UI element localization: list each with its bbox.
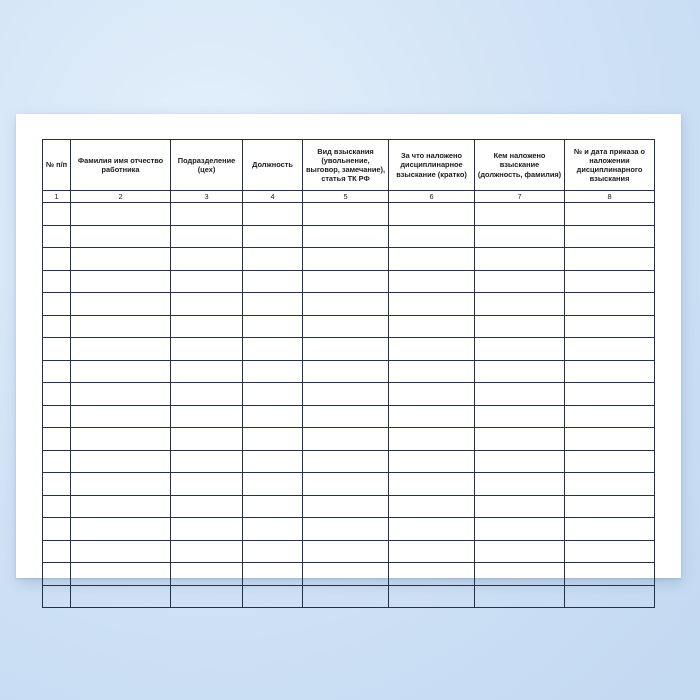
- header-row: [43, 140, 655, 191]
- table-cell-empty[interactable]: [303, 293, 389, 316]
- table-cell-empty[interactable]: [565, 563, 655, 586]
- table-cell-empty[interactable]: [171, 563, 243, 586]
- table-cell-empty[interactable]: [71, 495, 171, 518]
- table-cell-empty[interactable]: [171, 248, 243, 271]
- table-cell-empty[interactable]: [71, 293, 171, 316]
- table-cell-empty[interactable]: [303, 203, 389, 226]
- column-number-8: 8: [565, 191, 655, 203]
- table-cell-empty[interactable]: [565, 585, 655, 608]
- table-cell-empty[interactable]: [475, 428, 565, 451]
- header-cell-position: Должность: [243, 140, 303, 191]
- table-row[interactable]: [43, 518, 655, 541]
- table-cell-empty[interactable]: [171, 495, 243, 518]
- table-cell-empty[interactable]: [43, 315, 71, 338]
- table-cell-empty[interactable]: [389, 293, 475, 316]
- column-number-4: 4: [243, 191, 303, 203]
- table-row[interactable]: [43, 315, 655, 338]
- table-cell-empty[interactable]: [565, 270, 655, 293]
- table-cell-empty[interactable]: [303, 248, 389, 271]
- table-cell-empty[interactable]: [71, 360, 171, 383]
- table-cell-empty[interactable]: [565, 360, 655, 383]
- table-cell-empty[interactable]: [389, 495, 475, 518]
- table-cell-empty[interactable]: [71, 315, 171, 338]
- column-number-row: [43, 191, 655, 203]
- table-cell-empty[interactable]: [303, 338, 389, 361]
- table-cell-empty[interactable]: [475, 383, 565, 406]
- table-cell-empty[interactable]: [43, 518, 71, 541]
- table-row[interactable]: [43, 383, 655, 406]
- table-cell-empty[interactable]: [71, 248, 171, 271]
- column-number-3: 3: [171, 191, 243, 203]
- table-cell-empty[interactable]: [475, 518, 565, 541]
- table-row[interactable]: [43, 338, 655, 361]
- table-cell-empty[interactable]: [243, 450, 303, 473]
- table-cell-empty[interactable]: [243, 270, 303, 293]
- table-cell-empty[interactable]: [303, 428, 389, 451]
- table-cell-empty[interactable]: [565, 248, 655, 271]
- table-head: [43, 140, 655, 203]
- table-body: [43, 203, 655, 608]
- column-number-6: 6: [389, 191, 475, 203]
- table-cell-empty[interactable]: [71, 225, 171, 248]
- table-cell-empty[interactable]: [303, 450, 389, 473]
- table-cell-empty[interactable]: [171, 270, 243, 293]
- table-cell-empty[interactable]: [389, 518, 475, 541]
- table-cell-empty[interactable]: [171, 225, 243, 248]
- table-cell-empty[interactable]: [303, 473, 389, 496]
- table-cell-empty[interactable]: [243, 518, 303, 541]
- table-cell-empty[interactable]: [171, 293, 243, 316]
- table-row[interactable]: [43, 405, 655, 428]
- header-cell-department: Подразделение (цех): [171, 140, 243, 191]
- table-cell-empty[interactable]: [389, 270, 475, 293]
- column-number-5: 5: [303, 191, 389, 203]
- table-cell-empty[interactable]: [475, 338, 565, 361]
- table-cell-empty[interactable]: [243, 540, 303, 563]
- column-number-7: 7: [475, 191, 565, 203]
- table-cell-empty[interactable]: [243, 203, 303, 226]
- table-cell-empty[interactable]: [303, 383, 389, 406]
- table-cell-empty[interactable]: [171, 383, 243, 406]
- table-cell-empty[interactable]: [71, 518, 171, 541]
- table-cell-empty[interactable]: [565, 203, 655, 226]
- table-cell-empty[interactable]: [243, 473, 303, 496]
- table-cell-empty[interactable]: [243, 383, 303, 406]
- table-cell-empty[interactable]: [565, 450, 655, 473]
- table-cell-empty[interactable]: [243, 495, 303, 518]
- table-cell-empty[interactable]: [565, 473, 655, 496]
- table-cell-empty[interactable]: [389, 405, 475, 428]
- table-cell-empty[interactable]: [71, 270, 171, 293]
- table-cell-empty[interactable]: [475, 360, 565, 383]
- table-cell-empty[interactable]: [303, 270, 389, 293]
- table-cell-empty[interactable]: [475, 405, 565, 428]
- table-cell-empty[interactable]: [171, 473, 243, 496]
- table-cell-empty[interactable]: [243, 360, 303, 383]
- table-cell-empty[interactable]: [389, 360, 475, 383]
- table-cell-empty[interactable]: [71, 428, 171, 451]
- table-cell-empty[interactable]: [71, 338, 171, 361]
- table-cell-empty[interactable]: [243, 315, 303, 338]
- table-cell-empty[interactable]: [475, 540, 565, 563]
- table-cell-empty[interactable]: [475, 585, 565, 608]
- table-cell-empty[interactable]: [43, 495, 71, 518]
- table-cell-empty[interactable]: [71, 585, 171, 608]
- table-row[interactable]: [43, 563, 655, 586]
- table-cell-empty[interactable]: [243, 563, 303, 586]
- table-cell-empty[interactable]: [43, 563, 71, 586]
- table-cell-empty[interactable]: [171, 540, 243, 563]
- table-cell-empty[interactable]: [475, 473, 565, 496]
- table-cell-empty[interactable]: [565, 338, 655, 361]
- table-cell-empty[interactable]: [389, 248, 475, 271]
- table-cell-empty[interactable]: [43, 585, 71, 608]
- table-cell-empty[interactable]: [303, 405, 389, 428]
- table-row[interactable]: [43, 203, 655, 226]
- table-cell-empty[interactable]: [389, 315, 475, 338]
- register-table-container: [42, 139, 654, 608]
- table-cell-empty[interactable]: [43, 225, 71, 248]
- header-cell-issued-by: Кем наложено взыскание (должность, фамилия): [475, 140, 565, 191]
- table-cell-empty[interactable]: [171, 428, 243, 451]
- header-cell-number: № п/п: [43, 140, 71, 191]
- table-cell-empty[interactable]: [43, 540, 71, 563]
- table-cell-empty[interactable]: [243, 248, 303, 271]
- table-cell-empty[interactable]: [565, 293, 655, 316]
- table-cell-empty[interactable]: [43, 428, 71, 451]
- header-cell-penalty-type: Вид взыскания (увольнение, выговор, замечание), статья ТК РФ: [303, 140, 389, 191]
- table-cell-empty[interactable]: [71, 203, 171, 226]
- table-cell-empty[interactable]: [303, 563, 389, 586]
- table-cell-empty[interactable]: [303, 495, 389, 518]
- table-cell-empty[interactable]: [565, 518, 655, 541]
- table-cell-empty[interactable]: [43, 203, 71, 226]
- table-cell-empty[interactable]: [475, 450, 565, 473]
- table-cell-empty[interactable]: [565, 383, 655, 406]
- table-row[interactable]: [43, 585, 655, 608]
- table-row[interactable]: [43, 450, 655, 473]
- table-cell-empty[interactable]: [303, 315, 389, 338]
- table-cell-empty[interactable]: [389, 563, 475, 586]
- disciplinary-register-table: [42, 139, 655, 608]
- table-cell-empty[interactable]: [389, 338, 475, 361]
- table-cell-empty[interactable]: [43, 293, 71, 316]
- table-row[interactable]: [43, 473, 655, 496]
- table-cell-empty[interactable]: [43, 338, 71, 361]
- table-cell-empty[interactable]: [171, 338, 243, 361]
- table-cell-empty[interactable]: [71, 473, 171, 496]
- table-cell-empty[interactable]: [43, 450, 71, 473]
- table-row[interactable]: [43, 225, 655, 248]
- table-cell-empty[interactable]: [303, 540, 389, 563]
- table-cell-empty[interactable]: [171, 450, 243, 473]
- table-cell-empty[interactable]: [43, 405, 71, 428]
- table-row[interactable]: [43, 428, 655, 451]
- table-cell-empty[interactable]: [565, 495, 655, 518]
- table-cell-empty[interactable]: [475, 270, 565, 293]
- table-cell-empty[interactable]: [475, 248, 565, 271]
- table-cell-empty[interactable]: [43, 473, 71, 496]
- table-cell-empty[interactable]: [389, 450, 475, 473]
- table-cell-empty[interactable]: [389, 585, 475, 608]
- table-cell-empty[interactable]: [303, 225, 389, 248]
- table-cell-empty[interactable]: [243, 338, 303, 361]
- header-cell-fullname: Фамилия имя отчество работника: [71, 140, 171, 191]
- table-cell-empty[interactable]: [565, 428, 655, 451]
- table-row[interactable]: [43, 293, 655, 316]
- table-cell-empty[interactable]: [243, 225, 303, 248]
- table-cell-empty[interactable]: [171, 405, 243, 428]
- column-number-1: 1: [43, 191, 71, 203]
- table-cell-empty[interactable]: [43, 270, 71, 293]
- table-cell-empty[interactable]: [565, 315, 655, 338]
- column-number-2: 2: [71, 191, 171, 203]
- header-cell-order-number-date: № и дата приказа о наложении дисциплинарного взыскания: [565, 140, 655, 191]
- table-cell-empty[interactable]: [171, 203, 243, 226]
- table-row[interactable]: [43, 360, 655, 383]
- table-cell-empty[interactable]: [243, 405, 303, 428]
- table-row[interactable]: [43, 540, 655, 563]
- table-cell-empty[interactable]: [171, 360, 243, 383]
- table-cell-empty[interactable]: [303, 518, 389, 541]
- table-row[interactable]: [43, 270, 655, 293]
- table-cell-empty[interactable]: [43, 360, 71, 383]
- table-cell-empty[interactable]: [71, 540, 171, 563]
- table-cell-empty[interactable]: [303, 360, 389, 383]
- paper-sheet: [16, 114, 681, 578]
- table-cell-empty[interactable]: [303, 585, 389, 608]
- table-cell-empty[interactable]: [475, 293, 565, 316]
- table-cell-empty[interactable]: [243, 293, 303, 316]
- table-cell-empty[interactable]: [389, 203, 475, 226]
- table-cell-empty[interactable]: [171, 518, 243, 541]
- table-cell-empty[interactable]: [243, 428, 303, 451]
- table-cell-empty[interactable]: [389, 540, 475, 563]
- table-cell-empty[interactable]: [389, 473, 475, 496]
- table-cell-empty[interactable]: [71, 383, 171, 406]
- table-cell-empty[interactable]: [71, 405, 171, 428]
- table-cell-empty[interactable]: [243, 585, 303, 608]
- table-cell-empty[interactable]: [475, 563, 565, 586]
- table-cell-empty[interactable]: [389, 383, 475, 406]
- table-row[interactable]: [43, 495, 655, 518]
- table-cell-empty[interactable]: [389, 428, 475, 451]
- table-cell-empty[interactable]: [43, 248, 71, 271]
- table-cell-empty[interactable]: [71, 450, 171, 473]
- table-cell-empty[interactable]: [43, 383, 71, 406]
- table-cell-empty[interactable]: [389, 225, 475, 248]
- table-cell-empty[interactable]: [71, 563, 171, 586]
- table-cell-empty[interactable]: [475, 315, 565, 338]
- table-cell-empty[interactable]: [565, 540, 655, 563]
- table-cell-empty[interactable]: [565, 405, 655, 428]
- table-cell-empty[interactable]: [565, 225, 655, 248]
- header-cell-reason: За что наложено дисциплинарное взыскание (кратко): [389, 140, 475, 191]
- table-cell-empty[interactable]: [475, 495, 565, 518]
- table-cell-empty[interactable]: [171, 585, 243, 608]
- table-cell-empty[interactable]: [475, 225, 565, 248]
- table-cell-empty[interactable]: [475, 203, 565, 226]
- table-row[interactable]: [43, 248, 655, 271]
- table-cell-empty[interactable]: [171, 315, 243, 338]
